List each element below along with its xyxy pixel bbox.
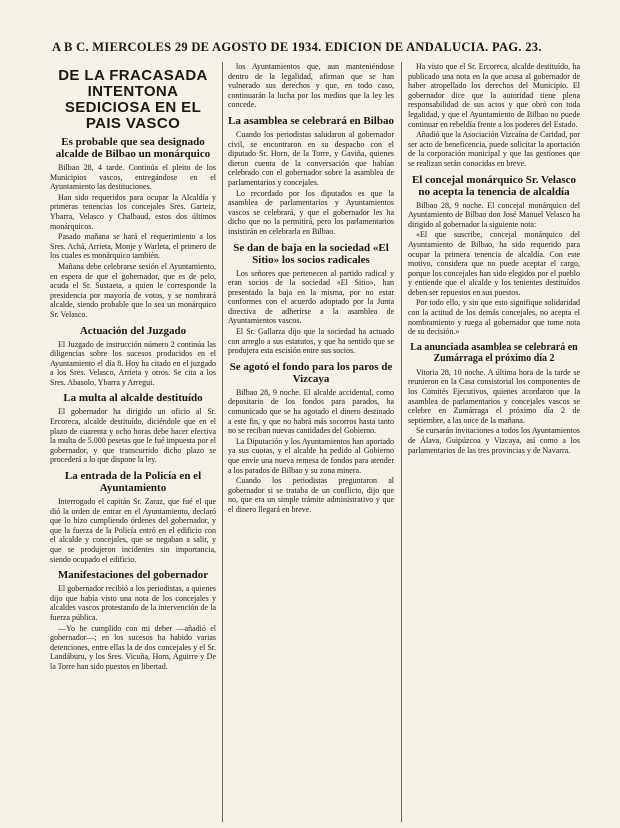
section-heading: La multa al alcalde destituído: [63, 392, 203, 405]
paragraph: Pasado mañana se hará el requerimiento a los Sres. Achá, Arrieta, Monje y Warleta, el primero de los cuales es monárquico también.: [50, 232, 216, 261]
column-2: [228, 62, 394, 822]
section-heading: El concejal monárquico Sr. Velasco no acepta la tenencia de alcaldía: [411, 173, 577, 198]
section-heading: Se agotó el fondo para los paros de Vizcaya: [229, 360, 393, 385]
paragraph: El gobernador recibió a los periodistas, a quienes dijo que había visto una nota de los concejales y alcaldes vascos protestando de la intervención de la fuerza pública.: [50, 584, 216, 622]
paragraph: Bilbao 28, 9 noche. El concejal monárquico del Ayuntamiento de Bilbao don José Manuel Velasco ha dirigido al gobernador la siguiente nota:: [408, 200, 580, 229]
paragraph: El Juzgado de instrucción número 2 continúa las diligencias sobre los sucesos producidos en el Ayuntamiento el día 8. Hoy ha citado en el juzgado a los Sres. Velasco, Arrieta y otros. Se cita a los Sres. Abasolo, Ybarra y Arregui.: [50, 339, 216, 387]
paragraph: Se cursarán invitaciones a todos los Ayuntamientos de Álava, Guipúzcoa y Vizcaya, así como a los parlamentarios de las tres provincias y de Navarra.: [408, 426, 580, 455]
paragraph: Bilbao 28, 4 tarde. Continúa el pleito de los Municipios vascos, entregándose en el Ayuntamiento las destituciones.: [50, 163, 216, 192]
paragraph: Cuando los periodistas preguntaron al gobernador si se trataba de un conflicto, dijo que no, que era un simple trámite administrativo y que el dinero llegará en breve.: [228, 476, 394, 514]
paragraph: —Yo he cumplido con mi deber —añadió el gobernador—; en los sucesos ha habido varias detenciones, entre ellas la de dos concejales y el Sr. Landáburu, y los Sres. Vicuña, Horn, Aguirre y De la Torre han sido puestos en libertad.: [50, 623, 216, 671]
section-heading: Actuación del Juzgado: [79, 324, 187, 337]
running-head: A B C. MIERCOLES 29 DE AGOSTO DE 1934. EDICION DE ANDALUCIA. PAG. 23.: [52, 40, 542, 54]
paragraph: El gobernador ha dirigido un oficio al Sr. Ercoreca, alcalde destituído, diciéndole que en el plazo de cuarenta y ocho horas debe hacer efectiva la multa de 5.000 pesetas que le fué impuesta por el gobernador, y que transcurrido dicho plazo se procederá a lo que dispone la ley.: [50, 407, 216, 465]
paragraph: El Sr. Gallarza dijo que la sociedad ha actuado con arreglo a sus estatutos, y que ha sentido que se produjera esta escisión entre sus socios.: [228, 327, 394, 356]
paragraph: «El que suscribe, concejal monárquico del Ayuntamiento de Bilbao, ha sido requerido para ocupar la primera tenencia de alcaldía. Con este motivo, considera que no puede aceptar el cargo, porque los concejales han sido elegidos por el pueblo y entiende que el alcalde y los tenientes destituídos deben ser repuestos en sus puestos.: [408, 230, 580, 297]
paragraph: Añadió que la Asociación Vizcaína de Caridad, por ser acto de beneficencia, puede solicitar la aportación de la corporación municipal y que las gestiones que se realizan serán conocidas en breve.: [408, 130, 580, 168]
column-1: [50, 62, 216, 822]
paragraph: Cuando los periodistas saludaron al gobernador civil, se encontraron en su despacho con el diputado Sr. Horn, de la Torre, y Gaviña, quienes dieron cuenta de la conversación que habían celebrado con el gobernador sobre la asamblea de parlamentarios y concejales.: [228, 129, 394, 187]
section-heading: Se dan de baja en la sociedad «El Sitio» los socios radicales: [233, 241, 389, 266]
section-heading: La asamblea se celebrará en Bilbao: [228, 114, 394, 127]
paragraph: Lo recordado por los diputados es que la asamblea de parlamentarios y Ayuntamientos vascos se celebrará, y que el gobernador les ha dicho que no la permitirá, pero los parlamentarios insistirán en celebrarla en Bilbao.: [228, 188, 394, 236]
paragraph: Por todo ello, y sin que esto signifique solidaridad con la actitud de los demás concejales, no acepta el nombramiento y ruega al gobernador que tome nota de su decisión.»: [408, 298, 580, 337]
paragraph: Los señores que pertenecen al partido radical y eran socios de la sociedad «El Sitio», han presentado la baja en la misma, por no estar conformes con el acuerdo adoptado por la Junta directiva de adherirse a la asamblea de Ayuntamientos vascos.: [228, 268, 394, 326]
section-heading: La anunciada asamblea se celebrará en Zumárraga el próximo día 2: [410, 341, 578, 365]
paragraph: Interrogado el capitán Sr. Zaraz, que fué el que dió la orden de entrar en el Ayuntamiento, declaró que lo hizo cumpliendo órdenes del gobernador, y que la fuerza de la Policía entró en el edificio con el alcalde y concejales, que se negaban a salir, y que se produjeron incidentes sin importancia, siendo ocupado el edificio.: [50, 497, 216, 564]
main-headline: DE LA FRACASADA INTENTONA SEDICIOSA EN EL PAIS VASCO: [58, 67, 208, 132]
main-subheadline: Es probable que sea designado alcalde de Bilbao un monárquico: [55, 136, 211, 160]
column-rule: [401, 62, 402, 822]
paragraph: Mañana debe celebrarse sesión el Ayuntamiento, en espera de que el gobernador, que es de pelo, acuda el Sr. Sustaeta, a quien le corresponde la presidencia por mayoría de votos, y se nombrará alcalde, siendo probable que lo sea un monárquico Sr. Velasco.: [50, 261, 216, 319]
paragraph: La Diputación y los Ayuntamientos han aportado ya sus cuotas, y el alcalde ha pedido al Gobierno que envíe una nueva remesa de fondos para atender a los parados de Bilbao y su zona minera.: [228, 436, 394, 475]
column-3: [408, 62, 580, 822]
paragraph: Han sido requeridos para ocupar la Alcaldía y primeras tenencias los concejales Sres. Garteiz, Ybarra, Velasco y Chalbaud, estos dos últimos monárquicos.: [50, 192, 216, 231]
paragraph: Ha visto que el Sr. Ercoreca, alcalde destituído, ha publicado una nota en la que acusa al gobernador de haber atropellado los derechos del Municipio. El gobernador dice que la autoridad tiene plena responsabilidad de sus actos y que obró con toda legalidad, y que el Ayuntamiento de Bilbao no puede continuar en rebeldía frente a los poderes del Estado.: [408, 62, 580, 129]
section-heading: Manifestaciones del gobernador: [57, 569, 209, 582]
paragraph: Vitoria 28, 10 noche. A última hora de la tarde se reunieron en la Casa consistorial los componentes de los Comités Ejecutivos, quienes acordaron que la asamblea de parlamentarios y concejales vascos se celebre en Zumárraga el próximo día 2 de septiembre, a las once de la mañana.: [408, 367, 580, 425]
paragraph: Bilbao 28, 9 noche. El alcalde accidental, como depositario de los fondos para parados, ha comunicado que se ha agotado el dinero destinado a este fin, y que no habrá más socorros hasta tanto no se reciban nuevas cantidades del Gobierno.: [228, 387, 394, 436]
paragraph: los Ayuntamientos que, aun manteniéndose dentro de la legalidad, afirman que se han vulnerado sus derechos y que, en todo caso, continuarán la lucha por los medios que la ley les concede.: [228, 62, 394, 110]
column-rule: [222, 62, 223, 822]
section-heading: La entrada de la Policía en el Ayuntamiento: [64, 470, 202, 495]
